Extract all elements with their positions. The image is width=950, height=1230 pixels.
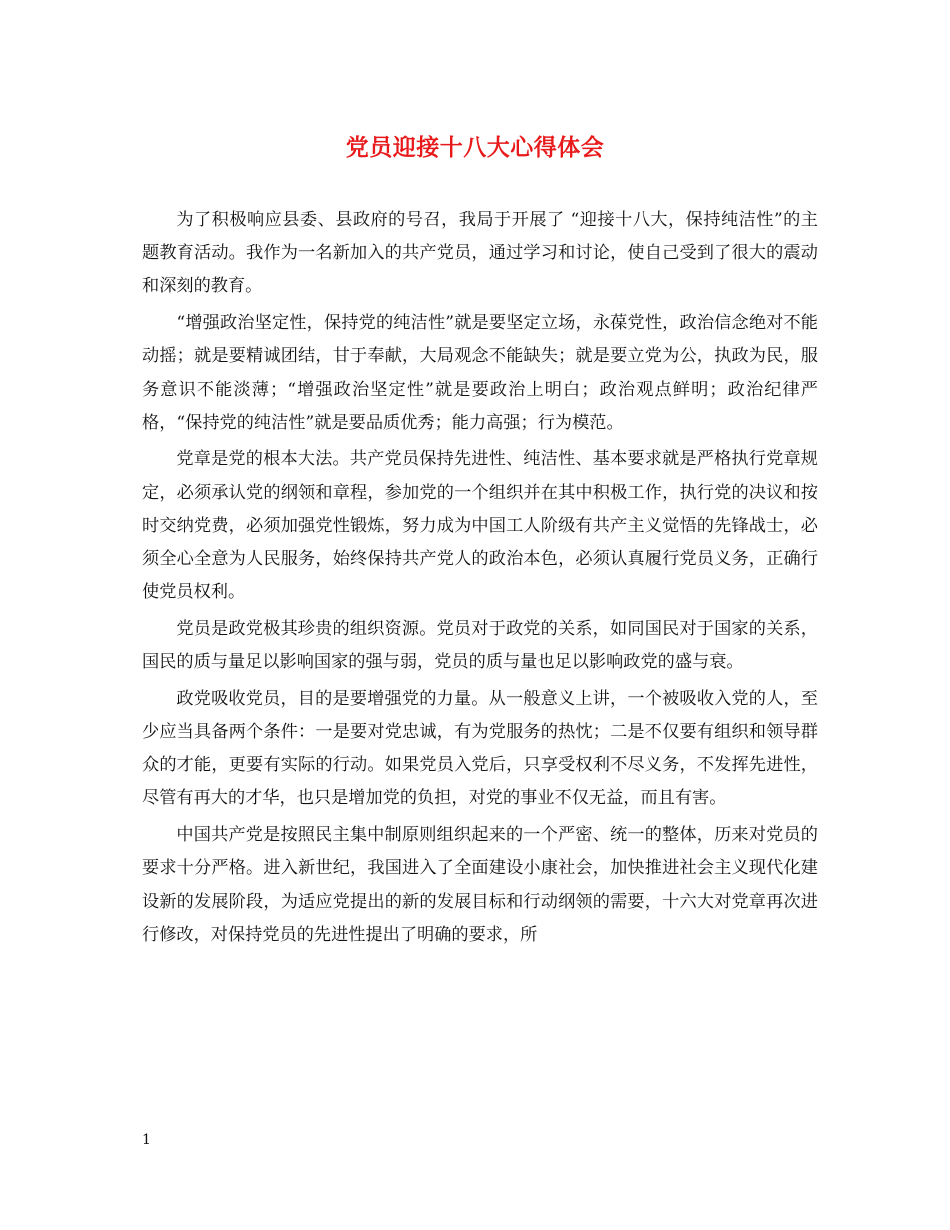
paragraph-2: “增强政治坚定性，保持党的纯洁性”就是要坚定立场，永葆党性，政治信念绝对不能动摇；就是要精诚团结，甘于奉献，大局观念不能缺失；就是要立党为公，执政为民，服务意识不能淡薄；“增强政治坚定性”就是要政治上明白；政治观点鲜明；政治纪律严格，“保持党的纯洁性”就是要品质优秀；能力高强；行为模范。 bbox=[142, 313, 818, 433]
document-title: 党员迎接十八大心得体会 bbox=[345, 134, 605, 161]
paragraph-5: 政党吸收党员，目的是要增强党的力量。从一般意义上讲，一个被吸收入党的人，至少应当具备两个条件：一是要对党忠诚，有为党服务的热忱；二是不仅要有组织和领导群众的才能，更要有实际的行动。如果党员入党后，只享受权利不尽义务，不发挥先进性，尽管有再大的才华，也只是增加党的负担，对党的事业不仅无益，而且有害。 bbox=[142, 688, 818, 809]
paragraph-4: 党员是政党极其珍贵的组织资源。党员对于政党的关系，如同国民对于国家的关系，国民的质与量足以影响国家的强与弱，党员的质与量也足以影响政党的盛与衰。 bbox=[142, 618, 818, 673]
paragraph-3: 党章是党的根本大法。共产党员保持先进性、纯洁性、基本要求就是严格执行党章规定，必须承认党的纲领和章程，参加党的一个组织并在其中积极工作，执行党的决议和按时交纳党费，必须加强党性锻炼，努力成为中国工人阶级有共产主义觉悟的先锋战士，必须全心全意为人民服务，始终保持共产党人的政治本色，必须认真履行党员义务，正确行使党员权利。 bbox=[142, 449, 818, 603]
page-number: 1 bbox=[142, 1132, 151, 1148]
paragraph-1: 为了积极响应县委、县政府的号召，我局于开展了 “迎接十八大，保持纯洁性”的主题教育活动。我作为一名新加入的共产党员，通过学习和讨论，使自己受到了很大的震动和深刻的教育。 bbox=[142, 210, 818, 297]
document-body bbox=[142, 204, 818, 955]
paragraph-6: 中国共产党是按照民主集中制原则组织起来的一个严密、统一的整体，历来对党员的要求十分严格。进入新世纪，我国进入了全面建设小康社会，加快推进社会主义现代化建设新的发展阶段，为适应党提出的新的发展目标和行动纲领的需要，十六大对党章再次进行修改，对保持党员的先进性提出了明确的要求，所 bbox=[142, 825, 818, 945]
